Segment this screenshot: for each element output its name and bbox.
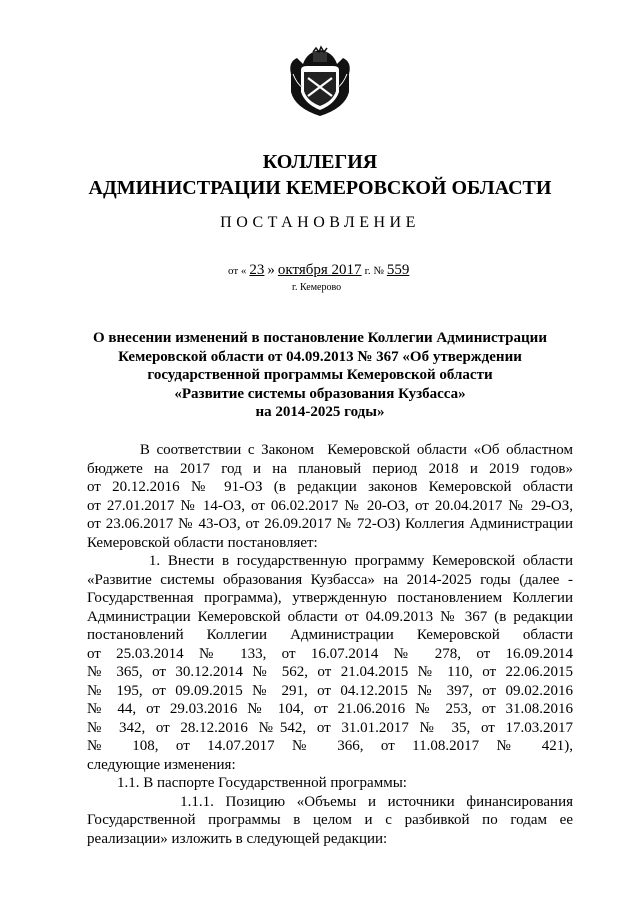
body-line: Государственная программа), утвержденную постановлением Коллегии <box>87 590 573 606</box>
document-date-line <box>228 262 412 279</box>
body-line: 1.1.1. Позицию «Объемы и источники финансирования <box>87 793 573 810</box>
title-line: О внесении изменений в постановление Коллегии Администрации <box>93 330 547 346</box>
document-city: г. Кемерово <box>292 282 342 293</box>
date-month-year: октября 2017 <box>277 262 362 278</box>
org-title-line2: АДМИНИСТРАЦИИ КЕМЕРОВСКОЙ ОБЛАСТИ <box>88 177 552 199</box>
body-line: Кемеровской области постановляет: <box>87 534 318 551</box>
title-line: «Развитие системы образования Кузбасса» <box>174 385 466 402</box>
coat-of-arms-emblem <box>283 44 357 118</box>
body-line: от 20.12.2016 № 91-ОЗ (в редакции законов Кемеровской области <box>87 479 573 495</box>
body-line: В соответствии с Законом Кемеровской области «Об областном <box>87 442 573 458</box>
body-line: Государственной программы в целом и с разбивкой по годам ее <box>87 812 573 828</box>
body-line: № 365, от 30.12.2014 № 562, от 21.04.2015 № 110, от 22.06.2015 <box>87 664 573 680</box>
document-title <box>80 329 560 422</box>
body-line: бюджете на 2017 год и на плановый период 2018 и 2019 годов» <box>87 460 573 477</box>
body-line: от 27.01.2017 № 14-ОЗ, от 06.02.2017 № 20-ОЗ, от 20.04.2017 № 29-ОЗ, <box>87 497 573 514</box>
body-line: 1.1. В паспорте Государственной программы: <box>87 775 407 791</box>
body-line: Администрации Кемеровской области от 04.09.2013 № 367 (в редакции <box>87 608 573 625</box>
document-body <box>87 441 573 848</box>
body-line: реализации» изложить в следующей редакции: <box>87 830 388 847</box>
body-line: от 23.06.2017 № 43-ОЗ, от 26.09.2017 № 72-ОЗ) Коллегия Администрации <box>87 516 573 532</box>
body-line: № 44, от 29.03.2016 № 104, от 21.06.2016 № 253, от 31.08.2016 <box>87 701 573 717</box>
body-line: от 25.03.2014 № 133, от 16.07.2014 № 278, от 16.09.2014 <box>87 645 573 662</box>
title-line: на 2014-2025 годы» <box>255 404 385 420</box>
body-line: № 195, от 09.09.2015 № 291, от 04.12.2015 № 397, от 09.02.2016 <box>87 682 573 699</box>
body-line: 1. Внести в государственную программу Кемеровской области <box>87 553 573 569</box>
date-day: 23 <box>249 262 265 278</box>
title-line: государственной программы Кемеровской области <box>147 367 493 383</box>
date-quote-close: » <box>267 262 275 278</box>
date-suffix: г. № <box>364 265 384 277</box>
document-type: ПОСТАНОВЛЕНИЕ <box>220 214 420 231</box>
body-line: № 108, от 14.07.2017 № 366, от 11.08.2017 № 421), <box>87 738 573 754</box>
document-number: 559 <box>386 262 410 278</box>
body-line: «Развитие системы образования Кузбасса» на 2014-2025 годы (далее - <box>87 571 573 588</box>
org-title-line1: КОЛЛЕГИЯ <box>262 151 378 173</box>
body-line: следующие изменения: <box>87 756 236 773</box>
date-prefix: от « <box>228 265 247 277</box>
body-line: № 342, от 28.12.2016 №542, от 31.01.2017 № 35, от 17.03.2017 <box>87 719 573 736</box>
title-line: Кемеровской области от 04.09.2013 № 367 «Об утверждении <box>118 348 522 365</box>
body-line: постановлений Коллегии Администрации Кемеровской области <box>87 627 573 643</box>
